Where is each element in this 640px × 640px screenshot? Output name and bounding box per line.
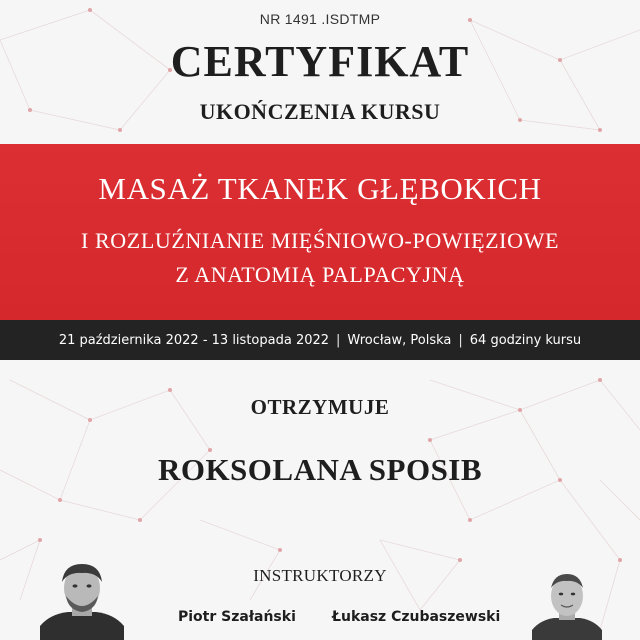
- recipient-name: ROKSOLANA SPOSIB: [157, 452, 483, 487]
- certificate-subtitle: UKOŃCZENIA KURSU: [199, 99, 441, 124]
- details-separator: |: [336, 332, 341, 348]
- instructor-photo-1: [40, 562, 124, 640]
- course-dates: 21 października 2022 - 13 listopada 2022: [58, 332, 330, 348]
- certificate-number: NR 1491 .ISDTMP: [259, 11, 381, 27]
- receives-label: OTRZYMUJE: [250, 395, 390, 419]
- instructors-heading: INSTRUKTORZY: [253, 566, 387, 585]
- instructor-name-1: Piotr Szałański: [178, 609, 296, 625]
- details-separator: |: [458, 332, 463, 348]
- course-hours: 64 godziny kursu: [469, 332, 582, 348]
- course-title-line-3: Z ANATOMIĄ PALPACYJNĄ: [175, 262, 465, 287]
- instructor-name-2: Łukasz Czubaszewski: [332, 609, 501, 625]
- course-title-line-1: MASAŻ TKANEK GŁĘBOKICH: [98, 171, 542, 206]
- course-title-line-2: I ROZLUŹNIANIE MIĘŚNIOWO-POWIĘZIOWE: [81, 228, 559, 253]
- instructor-photo-2: [532, 572, 602, 640]
- course-details-bar: [0, 320, 640, 360]
- certificate-title: CERTYFIKAT: [170, 37, 470, 86]
- course-location: Wrocław, Polska: [347, 332, 452, 348]
